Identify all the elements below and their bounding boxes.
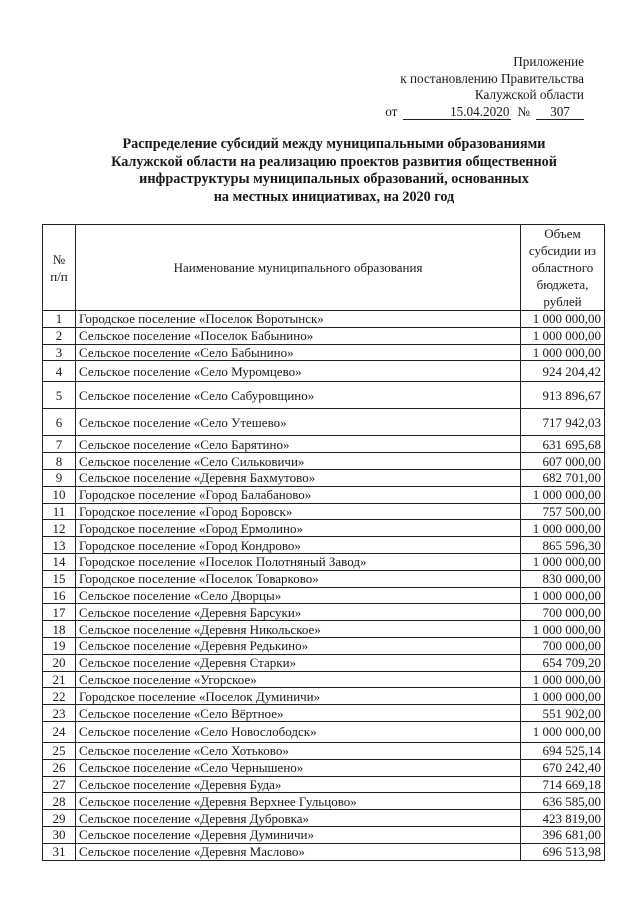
cell-num: 23 bbox=[43, 705, 76, 722]
appendix-date-line bbox=[385, 104, 584, 121]
title-line: Калужской области на реализацию проектов развития общественной bbox=[111, 153, 557, 170]
cell-amount: 694 525,14 bbox=[521, 742, 605, 759]
table-row bbox=[43, 776, 605, 793]
cell-num: 1 bbox=[43, 311, 76, 328]
cell-amount: 654 709,20 bbox=[521, 654, 605, 671]
table-row bbox=[43, 311, 605, 328]
cell-amount: 1 000 000,00 bbox=[521, 520, 605, 537]
cell-name: Сельское поселение «Деревня Дубровка» bbox=[76, 810, 521, 827]
table-row bbox=[43, 537, 605, 554]
cell-name: Городское поселение «Поселок Воротынск» bbox=[76, 311, 521, 328]
cell-amount: 1 000 000,00 bbox=[521, 587, 605, 604]
table-row bbox=[43, 382, 605, 409]
table-row bbox=[43, 361, 605, 382]
cell-amount: 670 242,40 bbox=[521, 759, 605, 776]
cell-amount: 1 000 000,00 bbox=[521, 688, 605, 705]
cell-amount: 551 902,00 bbox=[521, 705, 605, 722]
cell-name: Городское поселение «Поселок Полотняный Завод» bbox=[76, 553, 521, 570]
appendix-line: Приложение bbox=[513, 54, 584, 69]
header-name: Наименование муниципального образования bbox=[76, 225, 521, 311]
cell-amount: 700 000,00 bbox=[521, 604, 605, 621]
table-row bbox=[43, 327, 605, 344]
cell-name: Городское поселение «Город Балабаново» bbox=[76, 486, 521, 503]
table-row bbox=[43, 671, 605, 688]
cell-num: 27 bbox=[43, 776, 76, 793]
from-label: от bbox=[385, 103, 398, 119]
table-row bbox=[43, 705, 605, 722]
cell-name: Сельское поселение «Деревня Думиничи» bbox=[76, 826, 521, 843]
table-row bbox=[43, 486, 605, 503]
cell-amount: 1 000 000,00 bbox=[521, 721, 605, 742]
cell-amount: 1 000 000,00 bbox=[521, 621, 605, 638]
cell-name: Сельское поселение «Село Дворцы» bbox=[76, 587, 521, 604]
cell-name: Городское поселение «Поселок Товарково» bbox=[76, 570, 521, 587]
table-row bbox=[43, 637, 605, 654]
table-row bbox=[43, 503, 605, 520]
table-row bbox=[43, 759, 605, 776]
cell-num: 13 bbox=[43, 537, 76, 554]
cell-amount: 1 000 000,00 bbox=[521, 311, 605, 328]
cell-name: Городское поселение «Город Боровск» bbox=[76, 503, 521, 520]
table-body bbox=[43, 311, 605, 861]
table-row bbox=[43, 520, 605, 537]
cell-amount: 607 000,00 bbox=[521, 453, 605, 470]
cell-name: Сельское поселение «Деревня Буда» bbox=[76, 776, 521, 793]
cell-name: Сельское поселение «Село Чернышено» bbox=[76, 759, 521, 776]
resolution-date: 15.04.2020 bbox=[403, 105, 511, 120]
cell-amount: 830 000,00 bbox=[521, 570, 605, 587]
cell-name: Городское поселение «Город Ермолино» bbox=[76, 520, 521, 537]
cell-amount: 423 819,00 bbox=[521, 810, 605, 827]
cell-num: 3 bbox=[43, 344, 76, 361]
cell-amount: 865 596,30 bbox=[521, 537, 605, 554]
cell-num: 2 bbox=[43, 327, 76, 344]
header-num: № п/п bbox=[43, 225, 76, 311]
cell-num: 5 bbox=[43, 382, 76, 409]
cell-name: Сельское поселение «Село Вёртное» bbox=[76, 705, 521, 722]
table-row bbox=[43, 344, 605, 361]
cell-name: Сельское поселение «Деревня Бахмутово» bbox=[76, 469, 521, 486]
cell-num: 21 bbox=[43, 671, 76, 688]
cell-name: Сельское поселение «Деревня Никольское» bbox=[76, 621, 521, 638]
table-row bbox=[43, 721, 605, 742]
cell-name: Сельское поселение «Село Хотьково» bbox=[76, 742, 521, 759]
cell-num: 10 bbox=[43, 486, 76, 503]
cell-amount: 631 695,68 bbox=[521, 436, 605, 453]
table-row bbox=[43, 409, 605, 436]
cell-amount: 700 000,00 bbox=[521, 637, 605, 654]
cell-amount: 1 000 000,00 bbox=[521, 486, 605, 503]
subsidy-table bbox=[42, 224, 605, 861]
cell-num: 12 bbox=[43, 520, 76, 537]
cell-name: Сельское поселение «Угорское» bbox=[76, 671, 521, 688]
cell-num: 15 bbox=[43, 570, 76, 587]
cell-name: Сельское поселение «Деревня Старки» bbox=[76, 654, 521, 671]
cell-num: 6 bbox=[43, 409, 76, 436]
cell-name: Сельское поселение «Село Новослободск» bbox=[76, 721, 521, 742]
cell-num: 30 bbox=[43, 826, 76, 843]
table-row bbox=[43, 688, 605, 705]
table-row bbox=[43, 436, 605, 453]
cell-amount: 717 942,03 bbox=[521, 409, 605, 436]
cell-num: 24 bbox=[43, 721, 76, 742]
cell-num: 18 bbox=[43, 621, 76, 638]
table-row bbox=[43, 570, 605, 587]
cell-amount: 1 000 000,00 bbox=[521, 553, 605, 570]
cell-num: 19 bbox=[43, 637, 76, 654]
cell-amount: 636 585,00 bbox=[521, 793, 605, 810]
cell-num: 28 bbox=[43, 793, 76, 810]
table-row bbox=[43, 621, 605, 638]
table-row bbox=[43, 810, 605, 827]
cell-name: Сельское поселение «Деревня Барсуки» bbox=[76, 604, 521, 621]
cell-amount: 682 701,00 bbox=[521, 469, 605, 486]
cell-num: 22 bbox=[43, 688, 76, 705]
table-row bbox=[43, 604, 605, 621]
cell-num: 4 bbox=[43, 361, 76, 382]
cell-name: Сельское поселение «Село Утешево» bbox=[76, 409, 521, 436]
cell-name: Сельское поселение «Село Сабуровщино» bbox=[76, 382, 521, 409]
table-row bbox=[43, 843, 605, 860]
cell-amount: 1 000 000,00 bbox=[521, 327, 605, 344]
cell-num: 31 bbox=[43, 843, 76, 860]
appendix-block bbox=[385, 54, 584, 120]
appendix-line: Калужской области bbox=[474, 87, 584, 102]
cell-amount: 396 681,00 bbox=[521, 826, 605, 843]
number-label: № bbox=[517, 103, 530, 119]
cell-name: Сельское поселение «Село Сильковичи» bbox=[76, 453, 521, 470]
cell-amount: 714 669,18 bbox=[521, 776, 605, 793]
cell-amount: 1 000 000,00 bbox=[521, 344, 605, 361]
cell-name: Сельское поселение «Деревня Маслово» bbox=[76, 843, 521, 860]
cell-amount: 913 896,67 bbox=[521, 382, 605, 409]
appendix-line: к постановлению Правительства bbox=[400, 70, 584, 86]
table-row bbox=[43, 587, 605, 604]
table-row bbox=[43, 654, 605, 671]
cell-name: Сельское поселение «Деревня Верхнее Гульцово» bbox=[76, 793, 521, 810]
table-row bbox=[43, 793, 605, 810]
title-line: инфраструктуры муниципальных образований, основанных bbox=[139, 171, 529, 187]
cell-name: Сельское поселение «Село Муромцево» bbox=[76, 361, 521, 382]
cell-name: Сельское поселение «Село Бабынино» bbox=[76, 344, 521, 361]
cell-name: Сельское поселение «Поселок Бабынино» bbox=[76, 327, 521, 344]
cell-amount: 696 513,98 bbox=[521, 843, 605, 860]
cell-num: 29 bbox=[43, 810, 76, 827]
table-row bbox=[43, 469, 605, 486]
table-row bbox=[43, 453, 605, 470]
cell-num: 14 bbox=[43, 553, 76, 570]
cell-amount: 1 000 000,00 bbox=[521, 671, 605, 688]
title-line: Распределение субсидий между муниципальными образованиями bbox=[122, 136, 546, 152]
table-row bbox=[43, 553, 605, 570]
cell-num: 17 bbox=[43, 604, 76, 621]
cell-num: 20 bbox=[43, 654, 76, 671]
cell-amount: 924 204,42 bbox=[521, 361, 605, 382]
table-header-row bbox=[43, 225, 605, 311]
cell-num: 8 bbox=[43, 453, 76, 470]
title-line: на местных инициативах, на 2020 год bbox=[213, 188, 455, 205]
table-row bbox=[43, 742, 605, 759]
cell-name: Городское поселение «Поселок Думиничи» bbox=[76, 688, 521, 705]
resolution-number: 307 bbox=[536, 105, 584, 120]
cell-amount: 757 500,00 bbox=[521, 503, 605, 520]
cell-name: Сельское поселение «Деревня Редькино» bbox=[76, 637, 521, 654]
cell-num: 11 bbox=[43, 503, 76, 520]
cell-num: 26 bbox=[43, 759, 76, 776]
table-row bbox=[43, 826, 605, 843]
document-title bbox=[60, 136, 608, 206]
header-amount: Объем субсидии из областного бюджета, рублей bbox=[521, 225, 605, 311]
cell-name: Сельское поселение «Село Барятино» bbox=[76, 436, 521, 453]
cell-name: Городское поселение «Город Кондрово» bbox=[76, 537, 521, 554]
cell-num: 16 bbox=[43, 587, 76, 604]
cell-num: 9 bbox=[43, 469, 76, 486]
cell-num: 25 bbox=[43, 742, 76, 759]
cell-num: 7 bbox=[43, 436, 76, 453]
